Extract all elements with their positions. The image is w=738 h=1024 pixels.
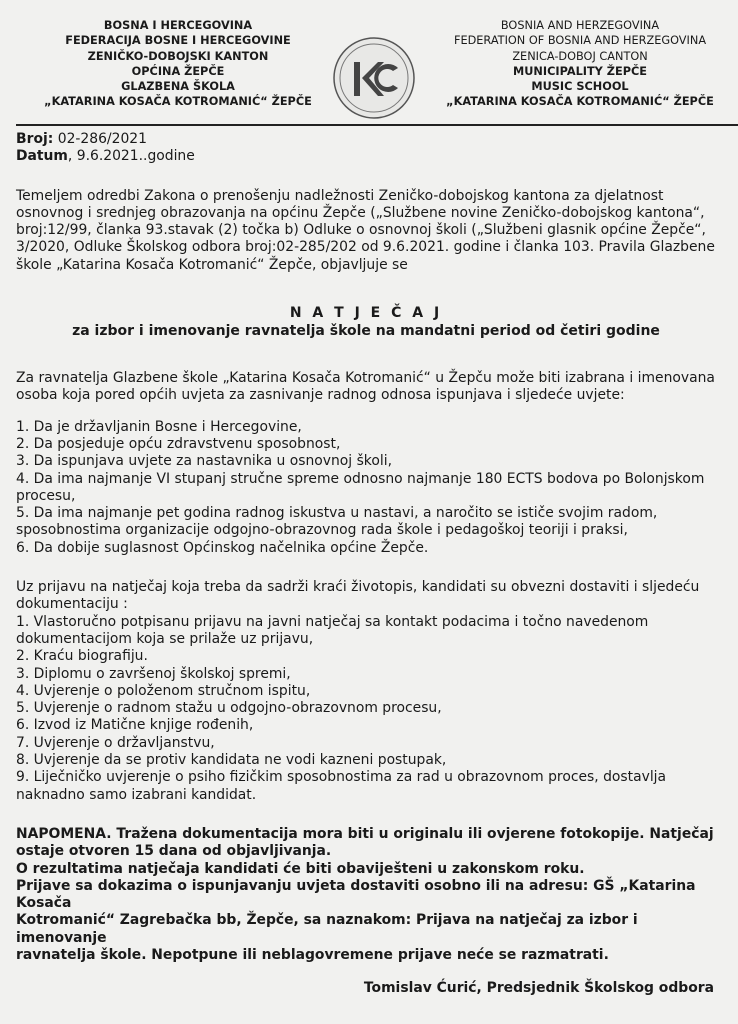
list-item: 4. Uvjerenje o položenom stručnom ispitu,	[16, 682, 311, 699]
list-item: 3. Diplomu o završenoj školskoj spremi,	[16, 665, 291, 682]
paragraph-line: dokumentaciju :	[16, 596, 128, 613]
signature: Tomislav Ćurić, Predsjednik Školskog odbora	[363, 980, 714, 996]
broj-label: Broj:	[16, 131, 54, 147]
reference-number	[16, 131, 716, 148]
paragraph-line: Uz prijavu na natječaj koja treba da sadrži kraći životopis, kandidati su obvezni dostaviti i sljedeću	[16, 579, 700, 596]
title-subheading: za izbor i imenovanje ravnatelja škole na mandatni period od četiri godine	[72, 323, 660, 340]
paragraph-line: Za ravnatelja Glazbene škole „Katarina Kosača Kotromanić“ u Žepču može biti izabrana i imenovana	[16, 370, 715, 387]
letterhead	[0, 0, 738, 126]
letterhead-right	[430, 18, 730, 110]
documents-intro	[16, 579, 716, 614]
header-line: MUSIC SCHOOL	[531, 80, 629, 94]
header-line: ZENIČKO-DOBOJSKI KANTON	[87, 49, 269, 63]
intro-line: škole „Katarina Kosača Kotromanić“ Žepče, objavljuje se	[16, 256, 408, 273]
list-item: dokumentacijom koja se prilaže uz prijavu,	[16, 630, 314, 647]
header-line: OPĆINA ŽEPČE	[131, 64, 225, 78]
music-school-logo-icon	[332, 36, 416, 120]
list-item: 5. Da ima najmanje pet godina radnog iskustva u nastavi, a naročito se ističe svojim radom,	[16, 505, 658, 522]
list-item: 4. Da ima najmanje VI stupanj stručne spreme odnosno najmanje 180 ECTS bodova po Bolonjskom	[16, 470, 705, 487]
datum-label: Datum	[16, 148, 68, 165]
conditions-list	[16, 419, 716, 557]
header-line: FEDERACIJA BOSNE I HERCEGOVINE	[65, 34, 291, 48]
paragraph-line: osoba koja pored općih uvjeta za zasnivanje radnog odnosa ispunjava i sljedeće uvjete:	[16, 387, 625, 404]
list-item: 1. Da je državljanin Bosne i Hercegovine,	[16, 418, 302, 435]
header-line: „KATARINA KOSAČA KOTROMANIĆ“ ŽEPČE	[44, 95, 312, 109]
header-line: BOSNIA AND HERZEGOVINA	[500, 19, 660, 32]
header-line: ZENICA-DOBOJ CANTON	[512, 49, 648, 63]
list-item: 5. Uvjerenje o radnom stažu u odgojno-obrazovnom procesu,	[16, 700, 442, 717]
title-heading: N A T J E Č A J	[289, 305, 443, 322]
intro-line: broj:12/99, članka 93.stavak (2) točka b) Odluke o osnovnoj školi („Službeni glasnik općine Žepče“,	[16, 222, 706, 239]
note-line: ravnatelja škole. Nepotpune ili neblagovremene prijave neće se razmatrati.	[16, 946, 609, 963]
list-item: 8. Uvjerenje da se protiv kandidata ne vodi kazneni postupak,	[16, 752, 447, 769]
document-date	[16, 148, 716, 165]
documents-list	[16, 614, 716, 804]
header-line: FEDERATION OF BOSNIA AND HERZEGOVINA	[453, 34, 707, 48]
header-line: GLAZBENA ŠKOLA	[121, 80, 235, 94]
intro-line: osnovnog i srednjeg obrazovanja na općinu Žepče („Službene novine Zeničko-dobojskog kantona“,	[16, 204, 705, 221]
header-line: „KATARINA KOSAČA KOTROMANIĆ“ ŽEPČE	[446, 95, 714, 109]
header-line: MUNICIPALITY ŽEPČE	[513, 64, 647, 78]
intro-line: Temeljem odredbi Zakona o prenošenju nadležnosti Zeničko-dobojskog kantona za djelatnost	[16, 187, 664, 204]
letterhead-left	[28, 18, 328, 110]
list-item: procesu,	[16, 487, 76, 504]
list-item: 7. Uvjerenje o državljanstvu,	[16, 734, 215, 751]
list-item: sposobnostima organizacije odgojno-obrazovnog rada škole i pedagoškoj teoriji i praksi,	[16, 522, 628, 539]
header-divider	[16, 124, 738, 126]
broj-value: 02-286/2021	[57, 131, 147, 147]
datum-value: , 9.6.2021..godine	[67, 148, 195, 165]
list-item: naknadno samo izabrani kandidat.	[16, 786, 257, 803]
conditions-intro	[16, 370, 716, 405]
list-item: 6. Izvod iz Matične knjige rođenih,	[16, 717, 254, 734]
note-line: ostaje otvoren 15 dana od objavljivanja.	[16, 843, 332, 860]
list-item: 2. Kraću biografiju.	[16, 648, 148, 665]
note-line: Prijave sa dokazima o ispunjavanju uvjeta dostaviti osobno ili na adresu: GŠ „Katarina Kosača	[16, 877, 696, 912]
intro-line: 3/2020, Odluke Školskog odbora broj:02-285/202 od 9.6.2021. godine i članka 103. Pravila Glazbene	[16, 239, 715, 256]
list-item: 1. Vlastoručno potpisanu prijavu na javni natječaj sa kontakt podacima i točno navedenom	[16, 613, 649, 630]
header-line: BOSNA I HERCEGOVINA	[103, 19, 253, 32]
note-line: NAPOMENA. Tražena dokumentacija mora biti u originalu ili ovjerene fotokopije. Natječaj	[16, 825, 714, 842]
note-paragraph	[16, 826, 716, 964]
list-item: 6. Da dobije suglasnost Općinskog načelnika općine Žepče.	[16, 539, 429, 556]
competition-title	[16, 304, 716, 340]
intro-paragraph	[16, 188, 716, 274]
list-item: 2. Da posjeduje opću zdravstvenu sposobnost,	[16, 435, 341, 452]
note-line: O rezultatima natječaja kandidati će biti obaviješteni u zakonskom roku.	[16, 860, 585, 877]
document-body	[16, 131, 716, 964]
list-item: 3. Da ispunjava uvjete za nastavnika u osnovnoj školi,	[16, 453, 392, 470]
note-line: Kotromanić“ Zagrebačka bb, Žepče, sa naznakom: Prijava na natječaj za izbor i imenovanje	[16, 912, 638, 946]
list-item: 9. Liječničko uvjerenje o psiho fizičkim sposobnostima za rad u obrazovnom proces, dostavlja	[16, 769, 667, 786]
